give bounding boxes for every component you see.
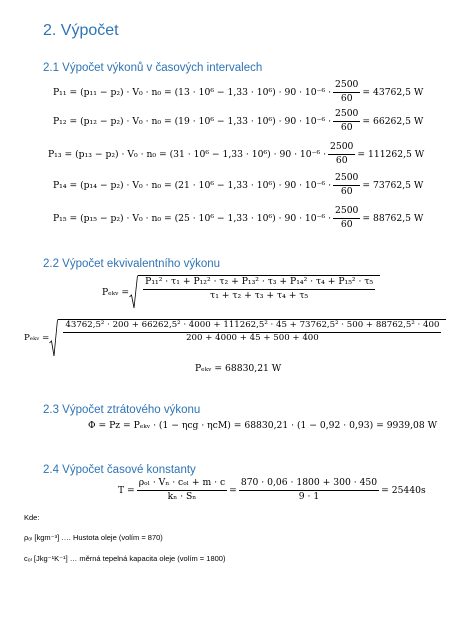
- fraction-numerator: 2500: [333, 109, 360, 122]
- equation-lhs: T =: [118, 484, 135, 496]
- equation-result: = 111262,5 W: [357, 148, 425, 160]
- fraction-numerator: 43762,5² · 200 + 66262,5² · 4000 + 111262,5² · 45 + 73762,5² · 500 + 88762,5² · 400: [63, 321, 441, 333]
- fraction-numerator: 2500: [328, 142, 355, 155]
- fraction-denominator: 200 + 4000 + 45 + 500 + 400: [186, 332, 319, 343]
- equation-equals: =: [229, 484, 237, 496]
- radicand: [138, 275, 380, 309]
- equation-peqv-formula: [102, 275, 380, 309]
- equation-fraction: [333, 109, 360, 133]
- fraction-numerator: 870 · 0,06 · 1800 + 300 · 450: [239, 478, 379, 491]
- equation-fraction: [333, 206, 360, 230]
- section-title-power-intervals: 2.1 Výpočet výkonů v časových intervalech: [43, 62, 263, 74]
- equation-lhs: P₁₂ = (p₁₂ − p₂) · V₀ · n₀ = (19 · 10⁶ − 1,33 · 10⁶) · 90 · 10⁻⁶ ·: [53, 115, 331, 127]
- equation-lhs: P₁₅ = (p₁₅ − p₂) · V₀ · n₀ = (25 · 10⁶ − 1,33 · 10⁶) · 90 · 10⁻⁶ ·: [53, 212, 331, 224]
- fraction-denominator: 60: [340, 218, 353, 230]
- fraction-numerator: ρₒₗ · Vₙ · cₒₗ + m · c: [137, 478, 227, 491]
- equation-loss-power: Φ = Pz = Pₑₖᵥ · (1 − ηcg · ηcM) = 68830,21 · (1 − 0,92 · 0,93) = 9939,08 W: [88, 420, 438, 431]
- fraction-denominator: 9 · 1: [298, 490, 320, 502]
- notes-label: Kde:: [24, 513, 40, 522]
- equation-p15: [53, 206, 423, 230]
- radicand: [58, 319, 446, 357]
- fraction-denominator: 60: [340, 121, 353, 133]
- equation-fraction: [63, 321, 441, 344]
- equation-lhs: Pₑₖᵥ =: [102, 286, 130, 298]
- section-title-equivalent-power: 2.2 Výpočet ekvivalentního výkonu: [43, 258, 221, 270]
- equation-result: = 25440s: [381, 484, 426, 496]
- square-root: [129, 275, 380, 309]
- equation-peqv-numeric: [24, 319, 446, 357]
- equation-lhs: P₁₃ = (p₁₃ − p₂) · V₀ · n₀ = (31 · 10⁶ − 1,33 · 10⁶) · 90 · 10⁻⁶ ·: [48, 148, 326, 160]
- page-heading: 2. Výpočet: [43, 22, 119, 39]
- section-title-loss-power: 2.3 Výpočet ztrátového výkonu: [43, 404, 201, 416]
- equation-result: = 73762,5 W: [362, 179, 424, 191]
- fraction-numerator: 2500: [333, 173, 360, 186]
- note-oil-heat-capacity: cₒₗ [Jkg⁻¹K⁻¹] … měrná tepelná kapacita oleje (volím = 1800): [24, 554, 226, 563]
- equation-p11: [53, 80, 423, 104]
- fraction-denominator: 60: [340, 185, 353, 197]
- note-oil-density: ρₒₗ [kgm⁻³] …. Hustota oleje (volím = 870): [24, 533, 163, 542]
- equation-result: = 66262,5 W: [362, 115, 424, 127]
- equation-peqv-result: Pₑₖᵥ = 68830,21 W: [195, 363, 282, 374]
- fraction-numerator: P₁₁² · τ₁ + P₁₂² · τ₂ + P₁₃² · τ₃ + P₁₄² · τ₄ + P₁₅² · τ₅: [143, 277, 375, 290]
- equation-time-constant: [118, 478, 426, 502]
- equation-result: = 88762,5 W: [362, 212, 424, 224]
- fraction-numerator: 2500: [333, 206, 360, 219]
- equation-fraction: [137, 478, 227, 502]
- equation-p12: [53, 109, 423, 133]
- fraction-numerator: 2500: [333, 80, 360, 93]
- equation-fraction: [143, 277, 375, 301]
- equation-lhs: P₁₄ = (p₁₄ − p₂) · V₀ · n₀ = (21 · 10⁶ − 1,33 · 10⁶) · 90 · 10⁻⁶ ·: [53, 179, 331, 191]
- equation-fraction: [328, 142, 355, 166]
- equation-p13: [48, 142, 424, 166]
- equation-lhs: Pₑₖᵥ =: [24, 333, 50, 343]
- square-root: [49, 319, 446, 357]
- fraction-denominator: τ₁ + τ₂ + τ₃ + τ₄ + τ₅: [210, 289, 309, 301]
- equation-p14: [53, 173, 423, 197]
- equation-fraction: [333, 80, 360, 104]
- fraction-denominator: kₙ · Sₙ: [167, 490, 197, 502]
- radical-sign-icon: [49, 319, 58, 357]
- radical-sign-icon: [129, 275, 138, 309]
- equation-result: = 43762,5 W: [362, 86, 424, 98]
- equation-fraction: [333, 173, 360, 197]
- equation-fraction: [239, 478, 379, 502]
- section-title-time-constant: 2.4 Výpočet časové konstanty: [43, 464, 196, 476]
- equation-lhs: P₁₁ = (p₁₁ − p₂) · V₀ · n₀ = (13 · 10⁶ − 1,33 · 10⁶) · 90 · 10⁻⁶ ·: [53, 86, 331, 98]
- fraction-denominator: 60: [335, 154, 348, 166]
- fraction-denominator: 60: [340, 92, 353, 104]
